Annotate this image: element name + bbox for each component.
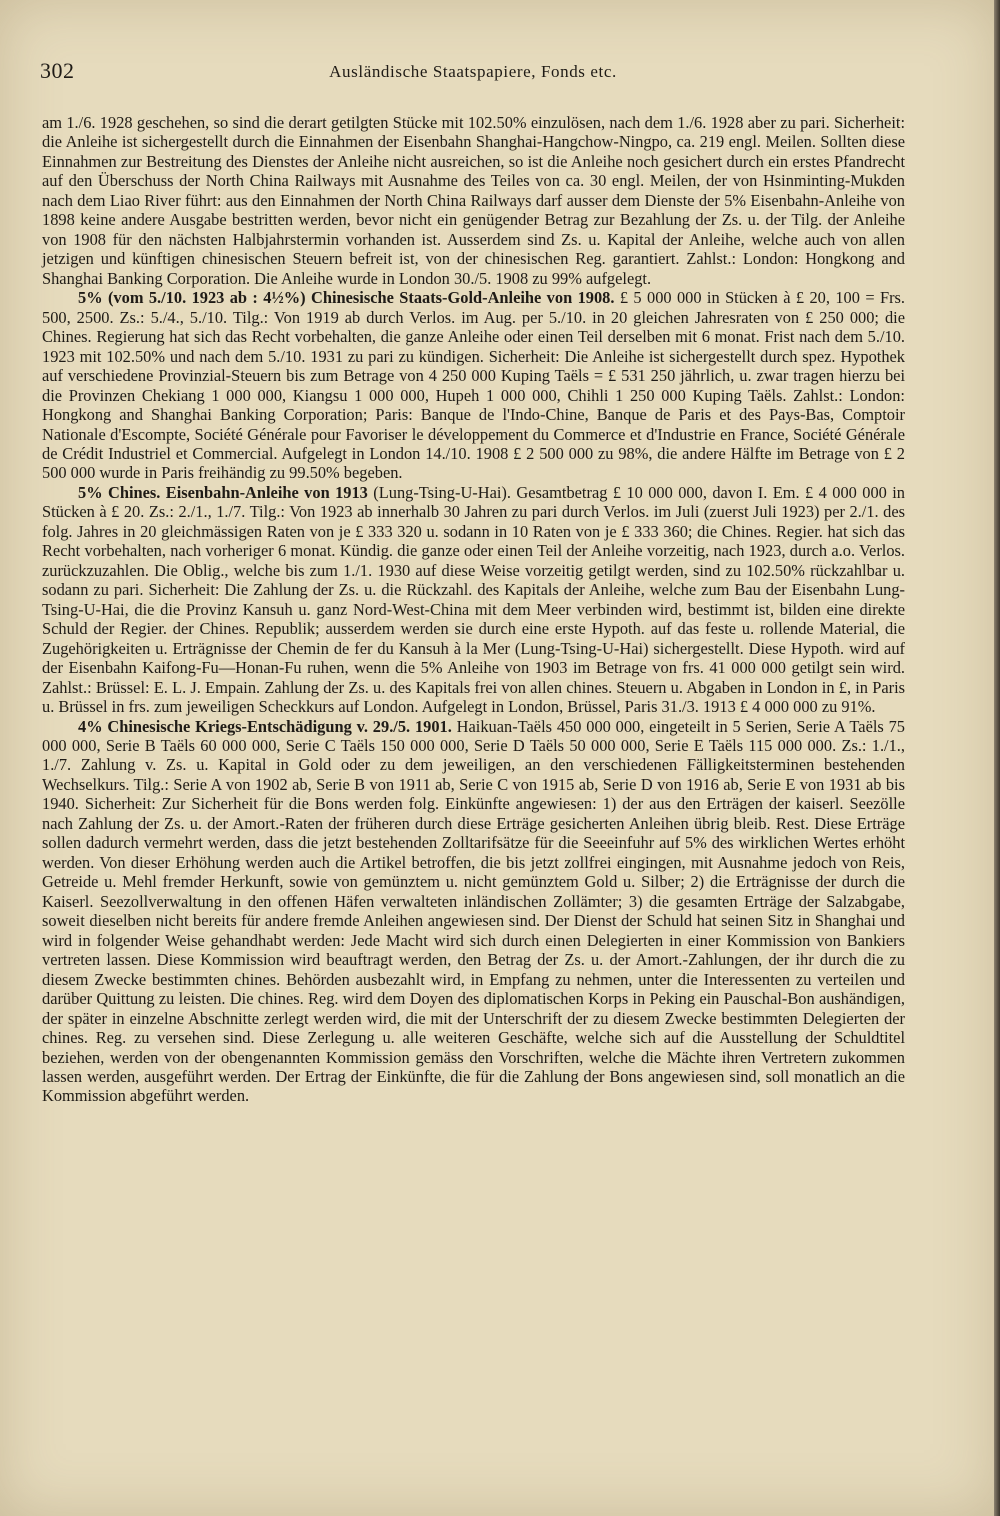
entry-kriegs-entschaedigung-1901 (42, 717, 905, 1106)
entry-text: Haikuan-Taëls 450 000 000, eingeteilt in 5 Serien, Serie A Taëls 75 000 000, Serie B Taëls 60 000 000, Serie C Taëls 150 000 000, Serie D Taëls 50 000 000, Serie E Taëls 115 000 000. Zs.: 1./1., 1./7. Zahlung v. Zs. u. Kapital in Gold oder zu dem jeweiligen, an den verschiedenen Fälligkeitsterminen bestehenden Wechselkurs. Tilg.: Serie A von 1902 ab, Serie B von 1911 ab, Serie C von 1915 ab, Serie D von 1916 ab, Serie E von 1931 ab bis 1940. Sicherheit: Zur Sicherheit für die Bons werden folg. Einkünfte angewiesen: 1) der aus den Erträgen der kaiserl. Seezölle nach Zahlung der Zs. u. der Amort.-Raten der früheren durch diese Erträge gesicherten Anleihen übrig bleib. Rest. Diese Erträge sollen dadurch vermehrt werden, dass die jetzt bestehenden Zolltarifsätze für die Seeeinfuhr auf 5% des wirklichen Wertes erhöht werden. Von dieser Erhöhung werden auch die Artikel betroffen, die bis jetzt zollfrei eingingen, mit Ausnahme jedoch von Reis, Getreide u. Mehl fremder Herkunft, sowie von gemünztem u. nicht gemünztem Gold u. Silber; 2) die Erträgnisse der durch die Kaiserl. Seezollverwaltung in den offenen Häfen verwalteten inländischen Zollämter; 3) die gesamten Erträge der Salzabgabe, soweit dieselben nicht bereits für andere fremde Anleihen angewiesen sind. Der Dienst der Schuld hat seinen Sitz in Shanghai und wird in folgender Weise gehandhabt werden: Jede Macht wird sich durch einen Delegierten in einer Kommission von Bankiers vertreten lassen. Diese Kommission wird beauftragt werden, den Betrag der Zs. u. der Amort.-Zahlungen, der ihr durch die zu diesem Zwecke bestimmten chines. Behörden ausbezahlt wird, in Empfang zu nehmen, unter die Interessenten zu verteilen und darüber Quittung zu leisten. Die chines. Reg. wird dem Doyen des diplomatischen Korps in Peking ein Pauschal-Bon aushändigen, der später in einzelne Abschnitte zerlegt werden wird, die mit der Unterschrift der zu diesem Zwecke bestimmten Delegierten der chines. Reg. zu versehen sind. Diese Zerlegung u. alle weiteren Geschäfte, welche sich auf die Ausstellung der Schuldtitel beziehen, werden von der obengenannten Kommission gemäss den Vorschriften, welche die Mächte ihren Vertretern zukommen lassen werden, ausgeführt werden. Der Ertrag der Einkünfte, die für die Zahlung der Bons angewiesen sind, soll monatlich an die Kommission abgeführt werden. (42, 716, 906, 1106)
entry-heading: 5% Chines. Eisenbahn-Anleihe von 1913 (78, 482, 374, 502)
entry-eisenbahn-anleihe-1913 (42, 483, 905, 717)
page-header (40, 58, 906, 88)
page-edge (994, 0, 1000, 1516)
entry-heading: 5% (vom 5./10. 1923 ab : 4½%) Chinesische Staats-Gold-Anleihe von 1908. (78, 288, 620, 308)
entry-staats-gold-anleihe-1908 (42, 288, 905, 483)
paragraph-text: am 1./6. 1928 geschehen, so sind die derart getilgten Stücke mit 102.50% einzulösen, nach dem 1./6. 1928 aber zu pari. Sicherheit: die Anleihe ist sichergestellt durch die Einnahmen der Eisenbahn Shanghai-Hangchow-Ningpo, ca. 219 engl. Meilen. Sollten diese Einnahmen zur Bestreitung des Dienstes der Anleihe nicht ausreichen, so ist die Anleihe noch gesichert durch ein erstes Pfandrecht auf den Überschuss der North China Railways mit Ausnahme des Teiles von ca. 30 engl. Meilen, der von Hsinminting-Mukden nach dem Liao River führt: aus den Einnahmen der North China Railways darf ausser dem Dienste der 5% Eisenbahn-Anleihe von 1898 keine andere Ausgabe bestritten werden, bevor nicht ein genügender Betrag zur Bezahlung der Zs. u. der Tilg. der Anleihe von 1908 für den nächsten Halbjahrstermin vorhanden ist. Ausserdem sind Zs. u. Kapital der Anleihe, welche auch von allen jetzigen und künftigen chinesischen Steuern befreit ist, von der chinesischen Reg. garantiert. Zahlst.: London: Hongkong and Shanghai Banking Corporation. Die Anleihe wurde in London 30./5. 1908 zu 99% aufgelegt. (42, 113, 905, 288)
body-text (42, 113, 905, 1106)
running-title: Ausländische Staatspapiere, Fonds etc. (329, 62, 617, 81)
entry-heading: 4% Chinesische Kriegs-Entschädigung v. 29./5. 1901. (78, 716, 457, 736)
entry-text: £ 5 000 000 in Stücken à £ 20, 100 = Frs. 500, 2500. Zs.: 5./4., 5./10. Tilg.: Von 1919 ab durch Verlos. im Aug. per 5./10. in 20 gleichen Jahresraten von £ 250 000; die Chines. Regierung hat sich das Recht vorbehalten, die ganze Anleihe oder einen Teil derselben mit 6 monat. Frist nach dem 5./10. 1923 mit 102.50% und nach dem 5./10. 1931 zu pari zu kündigen. Sicherheit: Die Anleihe ist sichergestellt durch spez. Hypothek auf verschiedene Provinzial-Steuern bis zum Betrage von 4 250 000 Kuping Taëls = £ 531 250 jährlich, u. zwar tragen hierzu bei die Provinzen Chekiang 1 000 000, Kiangsu 1 000 000, Hupeh 1 000 000, Chihli 1 250 000 Kuping Taëls. Zahlst.: London: Hongkong and Shanghai Banking Corporation; Paris: Banque de l'Indo-Chine, Banque de Paris et des Pays-Bas, Comptoir Nationale d'Escompte, Société Générale pour Favoriser le développement du Commerce et d'Industrie en France, Société Générale de Crédit Industriel et Commercial. Aufgelegt in London 14./10. 1908 £ 2 500 000 zu 98%, die andere Hälfte im Betrage von £ 2 500 000 wurde in Paris freihändig zu 99.50% begeben. (42, 288, 906, 483)
page-number: 302 (40, 58, 75, 83)
entry-text: (Lung-Tsing-U-Hai). Gesamtbetrag £ 10 000 000, davon I. Em. £ 4 000 000 in Stücken à £ 20. Zs.: 2./1., 1./7. Tilg.: Von 1923 ab innerhalb 30 Jahren zu pari durch Verlos. im Juli (zuerst Juli 1923) per 2./1. des folg. Jahres in 20 gleichmässigen Raten von je £ 333 320 u. sodann in 10 Raten von je £ 333 360; die Chines. Regier. hat sich das Recht vorbehalten, nach vorheriger 6 monat. Kündig. die ganze oder einen Teil der Anleihe vorzeitig, nach 1923, durch a.o. Verlos. zurückzuzahlen. Die Oblig., welche bis zum 1./1. 1930 auf diese Weise vorzeitig getilgt werden, sind zu 102.50% rückzahlbar u. sodann zu pari. Sicherheit: Die Zahlung der Zs. u. die Rückzahl. des Kapitals der Anleihe, welche zum Bau der Eisenbahn Lung-Tsing-U-Hai, die die Provinz Kansuh u. ganz Nord-West-China mit dem Meer verbinden wird, bestimmt ist, bilden eine direkte Schuld der Regier. der Chines. Republik; ausserdem werden sie durch eine erste Hypoth. auf das feste u. rollende Material, die Zugehörigkeiten u. Erträgnisse der Chemin de fer du Kansuh à la Mer (Lung-Tsing-U-Hai) sichergestellt. Diese Hypoth. wird auf der Eisenbahn Kaifong-Fu—Honan-Fu ruhen, wenn die 5% Anleihe von 1903 im Betrage von frs. 41 000 000 getilgt sein wird. Zahlst.: Brüssel: E. L. J. Empain. Zahlung der Zs. u. des Kapitals frei von allen chines. Steuern u. Abgaben in London in £, in Paris u. Brüssel in frs. zum jeweiligen Scheckkurs auf London. Aufgelegt in London, Brüssel, Paris 31./3. 1913 £ 4 000 000 zu 91%. (42, 482, 906, 717)
paragraph-continuation (42, 113, 905, 288)
